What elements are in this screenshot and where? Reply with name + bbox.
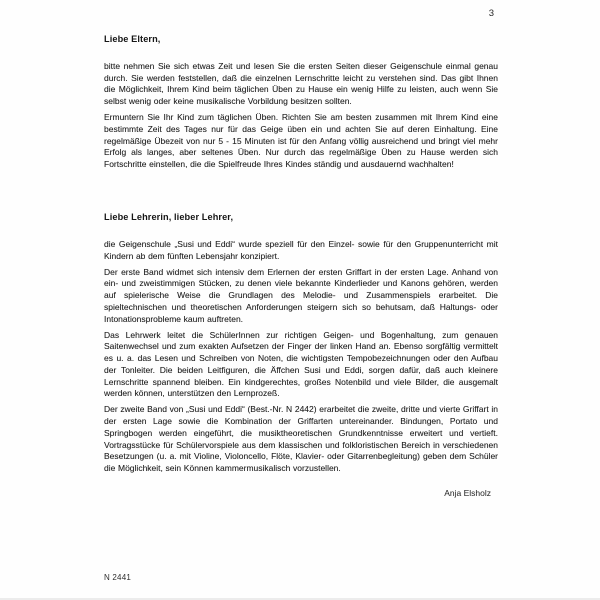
edition-number: N 2441 [104,573,131,582]
paragraph: bitte nehmen Sie sich etwas Zeit und lesen Sie die ersten Seiten dieser Geigenschule einmal genau durch. Sie werden feststellen, daß die einzelnen Lernschritte leicht zu verstehen sind. Das gibt Ihnen die Möglichkeit, Ihrem Kind beim täglichen Üben zu Hause ein wenig Hilfe zu leisten, auch wenn Sie selbst wenig oder keine musikalische Vorbildung besitzen sollten. [104,61,498,107]
paragraph: Das Lehrwerk leitet die SchülerInnen zur richtigen Geigen- und Bogenhaltung, zum genauen Saitenwechsel und zum exakten Aufsetzen der Finger der linken Hand an. Ebenso sorgfältig vermittelt es u. a. das Lesen und Schreiben von Noten, die wichtigsten Tempobezeichnungen oder den Aufbau der Tonleiter. Die beiden Leitfiguren, die Äffchen Susi und Eddi, sorgen dafür, daß auch kleinere Lernschritte spannend bleiben. Ein kindgerechtes, großes Notenbild und viele Bilder, die ausgemalt werden können, unterstützen den Lernprozeß. [104,329,498,399]
paragraph: die Geigenschule „Susi und Eddi“ wurde speziell für den Einzel- sowie für den Gruppenunterricht mit Kindern ab dem fünften Lebensjahr konzipiert. [104,238,498,261]
paragraph: Der zweite Band von „Susi und Eddi“ (Best.-Nr. N 2442) erarbeitet die zweite, dritte und vierte Griffart in der ersten Lage sowie die Kombination der Griffarten untereinander. Bindungen, Portato und Springbogen werden eingeführt, die musiktheoretischen Grundkenntnisse erweitert und vertieft. Vortragsstücke für Schülervorspiele aus dem klassischen und folkloristischen Bereich in verschiedenen Besetzungen (u. a. mit Violine, Violoncello, Flöte, Klavier- oder Gitarrenbegleitung) geben dem Schüler die Möglichkeit, sein Können kammermusikalisch vorzustellen. [104,404,498,473]
section-liebe-eltern [104,34,498,171]
section-liebe-lehrer [104,212,498,498]
page-number: 3 [488,8,494,19]
salutation-teachers: Liebe Lehrerin, lieber Lehrer, [104,211,234,222]
paragraph: Der erste Band widmet sich intensiv dem Erlernen der ersten Griffart in der ersten Lage. Anhand von ein- und zweistimmigen Stücken, zu denen viele bekannte Kinderlieder und Kanons gehören, werden auf spielerische Weise die Grundlagen des Melodie- und Zusammenspiels erarbeitet. Die spieltechnischen und theoretischen Anforderungen steigern sich so behutsam, daß Haltungs- oder Intonationsprobleme kaum auftreten. [104,266,498,324]
paragraph: Ermuntern Sie Ihr Kind zum täglichen Üben. Richten Sie am besten zusammen mit Ihrem Kind eine bestimmte Zeit des Tages nur für das Geige üben ein und achten Sie auf deren Einhaltung. Eine regelmäßige Übezeit von nur 5 - 15 Minuten ist für den Anfang völlig ausreichend und bringt viel mehr Erfolg als langes, aber seltenes Üben. Nur durch das regelmäßige Üben zu Hause werden sich Fortschritte einstellen, die die Spielfreude Ihres Kindes ständig und ausdauernd wachhalten! [104,112,498,170]
salutation-parents: Liebe Eltern, [104,34,161,44]
page-content [104,34,498,498]
author-signature: Anja Elsholz [444,487,491,498]
